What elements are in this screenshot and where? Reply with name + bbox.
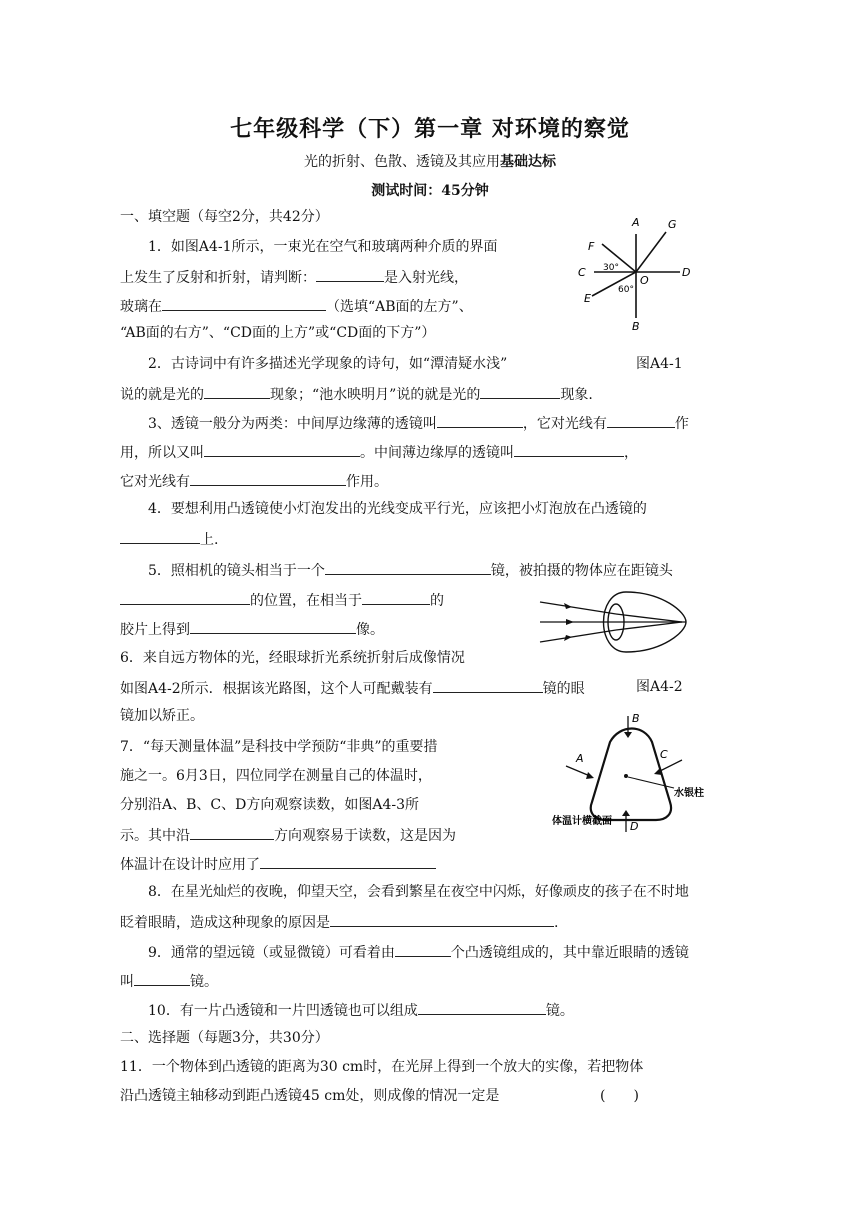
figure-a4-1-caption: 图A4-1 [636,356,683,372]
q5-blank-3[interactable] [362,590,430,605]
fig3-label-d: D [630,820,639,833]
q3-blank-4[interactable] [514,442,624,457]
q2-text: 现象. [560,387,593,403]
light-ray-top-refracted [616,614,682,622]
q10-text: 镜。 [545,1003,574,1019]
section-1-heading: 一、填空题（每空2分，共42分） [120,209,329,225]
fig1-label-f: F [588,240,595,253]
q1-line-1: 1．如图A4-1所示，一束光在空气和玻璃两种介质的界面 [148,239,498,255]
q3-text: 它对光线有 [120,474,190,490]
q9-text: 9．通常的望远镜（或显微镜）可看着由 [148,945,395,961]
q1-blank-1[interactable] [316,267,384,282]
arrow-head-icon [564,603,572,609]
q1-line-4: “AB面的右方”、“CD面的上方”或“CD面的下方”） [120,325,436,341]
q3-text: ， [624,445,638,461]
q2-blank-1[interactable] [204,384,270,399]
arrow-head-icon [564,635,572,641]
q9-blank-2[interactable] [134,971,190,986]
q3-text: 。中间薄边缘厚的透镜叫 [360,445,514,461]
q10-line-1 [148,1000,574,1020]
direction-d-arrow-icon [622,810,630,816]
ray-og [636,232,666,272]
q11-answer-paren[interactable]: ( ) [600,1088,639,1104]
q6-blank-1[interactable] [433,678,543,693]
q9-text: 镜。 [190,974,218,990]
q5-text: 胶片上得到 [120,622,190,638]
q9-text: 个凸透镜组成的，其中靠近眼睛的透镜 [450,945,689,961]
q5-blank-2[interactable] [120,590,250,605]
subtitle-bold: 基础达标 [500,154,556,170]
q7-line-4 [120,825,456,845]
q1-line-3 [120,296,473,316]
q3-text: 用，所以又叫 [120,445,204,461]
q3-text: 3、透镜一般分为两类：中间厚边缘薄的透镜叫 [148,416,437,432]
fig3-label-a: A [576,752,584,765]
q6-text: 如图A4-2所示．根据该光路图，这个人可配戴装有 [120,681,433,697]
q7-blank-1[interactable] [190,825,274,840]
mercury-dot [624,774,628,778]
q10-text: 10．有一片凸透镜和一片凹透镜也可以组成 [148,1003,418,1019]
q4-text: 上. [200,532,219,548]
q5-text: 的位置，在相当于 [250,593,362,609]
test-time: 测试时间：45分钟 [371,183,489,199]
q6-text: 镜的眼 [542,681,585,697]
q10-blank-1[interactable] [418,1000,546,1015]
fig1-label-o: O [640,274,649,287]
q3-line-2 [120,442,638,462]
q2-text: 现象；“池水映明月”说的就是光的 [270,387,481,403]
q7-text: 方向观察易于读数，这是因为 [274,828,456,844]
fig3-label-b: B [632,712,640,725]
direction-a-line [566,766,590,776]
q1-text: （选填“AB面的左方”、 [326,299,473,315]
q3-blank-1[interactable] [437,413,523,428]
direction-b-arrow-icon [624,732,632,738]
q9-line-1 [148,942,689,962]
figure-a4-2 [536,584,694,660]
q5-text: 的 [430,593,444,609]
q8-blank-1[interactable] [330,912,554,927]
q5-line-1 [148,560,673,580]
q7-text: 体温计在设计时应用了 [120,857,260,873]
q1-text: 上发生了反射和折射，请判断： [120,270,316,286]
q9-text: 叫 [120,974,134,990]
q4-blank-1[interactable] [120,529,200,544]
q5-line-3 [120,619,384,639]
q9-blank-1[interactable] [395,942,451,957]
q5-text: 5．照相机的镜头相当于一个 [148,563,325,579]
q2-line-1: 2．古诗词中有许多描述光学现象的诗句，如“潭清疑水浅” [148,356,508,372]
q5-blank-1[interactable] [325,560,491,575]
arrow-head-icon [566,619,574,625]
q4-line-2 [120,529,218,549]
fig3-label-mercury: 水银柱 [674,788,704,799]
q1-text: 玻璃在 [120,299,162,315]
q11-line-1: 11．一个物体到凸透镜的距离为30 cm时，在光屏上得到一个放大的实像，若把物体 [120,1059,644,1075]
mercury-leader-line [628,777,674,788]
figure-a4-1 [572,212,702,340]
fig1-label-b: B [632,320,640,333]
q1-blank-2[interactable] [162,296,326,311]
fig1-label-d: D [682,266,691,279]
q7-line-5 [120,854,436,874]
q9-line-2 [120,971,218,991]
q2-text: 说的就是光的 [120,387,204,403]
q6-line-3: 镜加以矫正。 [120,708,204,724]
q3-line-3 [120,471,388,491]
q2-line-2 [120,384,593,404]
q7-blank-2[interactable] [260,854,436,869]
fig1-angle-30: 30° [603,263,619,273]
q8-text: 眨着眼睛，造成这种现象的原因是 [120,915,330,931]
q4-line-1: 4．要想利用凸透镜使小灯泡发出的光线变成平行光，应该把小灯泡放在凸透镜的 [148,501,647,517]
q3-text: 作用。 [346,474,388,490]
direction-c-line [658,760,682,772]
fig3-label-c: C [660,748,668,761]
q7-line-1: 7．“每天测量体温”是科技中学预防“非典”的重要措 [120,739,438,755]
q3-blank-3[interactable] [204,442,360,457]
light-ray-bottom-refracted [616,622,682,630]
q3-blank-2[interactable] [607,413,675,428]
figure-a4-2-caption: 图A4-2 [636,679,683,695]
light-ray-top [540,602,616,614]
page-subtitle [0,151,860,171]
fig1-label-a: A [632,216,640,229]
light-ray-bottom [540,630,616,642]
q8-line-1: 8．在星光灿烂的夜晚，仰望天空，会看到繁星在夜空中闪烁，好像顽皮的孩子在不时地 [148,884,689,900]
q5-text: 镜，被拍摄的物体应在距镜头 [490,563,673,579]
q5-line-2 [120,590,444,610]
q1-text: 是入射光线， [384,270,468,286]
fig1-label-g: G [668,218,677,231]
subtitle-plain: 光的折射、色散、透镜及其应用 [304,154,500,170]
q7-text: 示。其中沿 [120,828,190,844]
fig3-label-section: 体温计横截面 [552,816,612,827]
q7-line-3: 分别沿A、B、C、D方向观察读数，如图A4-3所 [120,797,419,813]
page-title: 七年级科学（下）第一章 对环境的察觉 [230,116,630,142]
q5-text: 像。 [356,622,384,638]
q3-text: ，它对光线有 [522,416,607,432]
q3-blank-5[interactable] [190,471,346,486]
fig1-label-c: C [578,266,586,279]
q11-line-2: 沿凸透镜主轴移动到距凸透镜45 cm处，则成像的情况一定是 [120,1088,500,1104]
q6-line-2 [120,678,585,698]
fig1-label-e: E [584,292,591,305]
q3-line-1 [148,413,689,433]
fig1-angle-60: 60° [618,285,634,295]
q6-line-1: 6．来自远方物体的光，经眼球折光系统折射后成像情况 [120,650,465,666]
figure-a4-3 [548,710,720,836]
q5-blank-4[interactable] [190,619,356,634]
q3-text: 作 [674,416,689,432]
q2-blank-2[interactable] [480,384,560,399]
q7-line-2: 施之一。6月3日，四位同学在测量自己的体温时， [120,768,432,784]
direction-a-arrow-icon [586,772,594,779]
q8-line-2 [120,912,558,932]
section-2-heading: 二、选择题（每题3分，共30分） [120,1030,329,1046]
q8-text: . [554,915,559,931]
q1-line-2 [120,267,468,287]
